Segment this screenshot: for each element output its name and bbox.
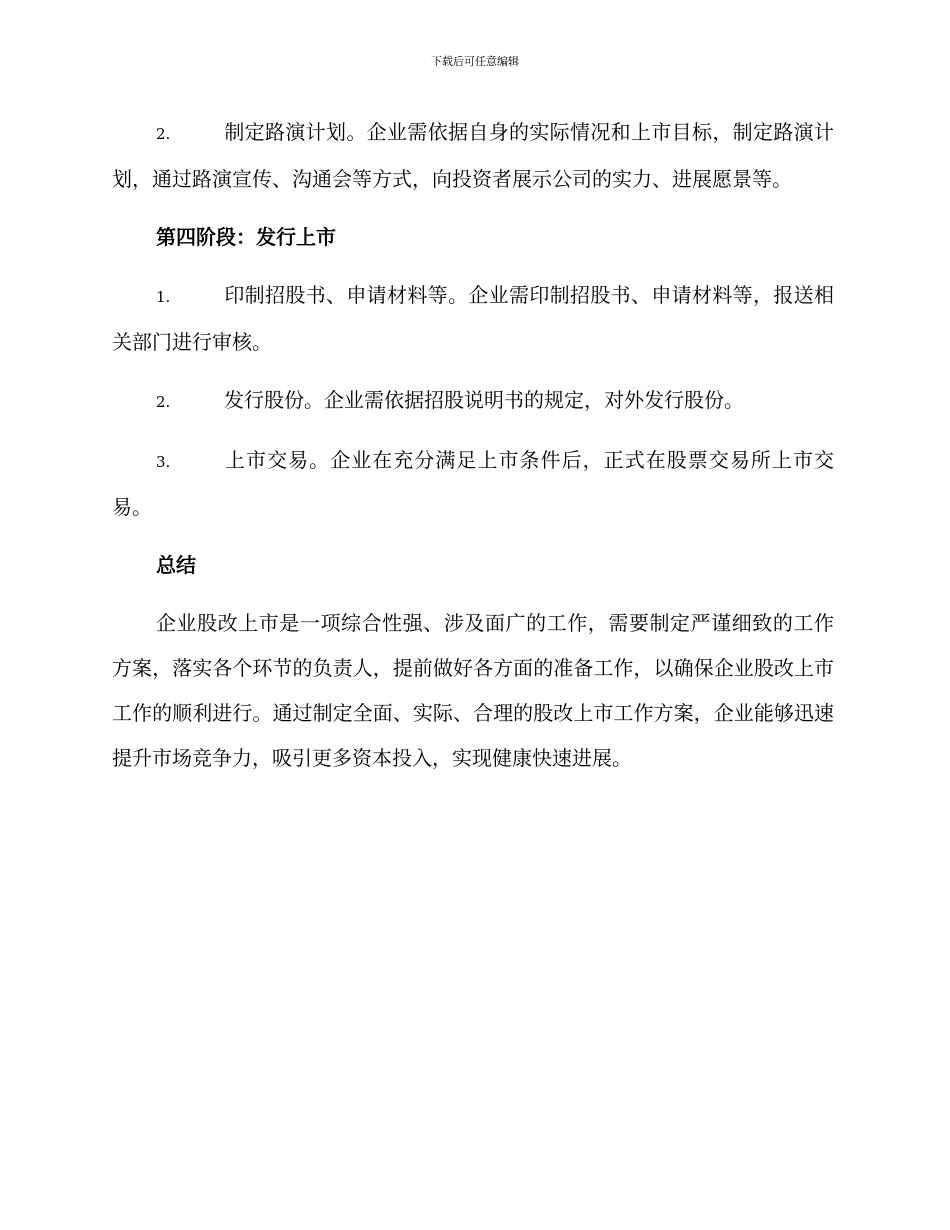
document-body [112,110,834,794]
section-heading-summary: 总结 [156,553,196,577]
list-item-text: 制定路演计划。企业需依据自身的实际情况和上市目标，制定路演计划，通过路演宣传、沟通会等方式，向投资者展示公司的实力、进展愿景等。 [112,120,834,191]
list-item-text: 发行股份。企业需依据招股说明书的规定，对外发行股份。 [224,388,744,412]
list-item-number: 3. [156,453,171,471]
list-item-text: 印制招股书、申请材料等。企业需印制招股书、申请材料等，报送相关部门进行审核。 [112,283,834,354]
list-item-number: 2. [156,393,171,411]
page-header-note: 下载后可任意编辑 [431,55,519,68]
list-item [112,378,834,425]
list-item [112,110,834,202]
section-heading-stage4: 第四阶段：发行上市 [156,225,336,249]
list-item [112,438,834,530]
list-item-text: 上市交易。企业在充分满足上市条件后，正式在股票交易所上市交易。 [112,448,834,519]
list-item-number: 1. [156,288,171,306]
list-item [112,273,834,365]
list-item-number: 2. [156,125,171,143]
summary-paragraph: 企业股改上市是一项综合性强、涉及面广的工作，需要制定严谨细致的工作方案，落实各个环节的负责人，提前做好各方面的准备工作，以确保企业股改上市工作的顺利进行。通过制定全面、实际、合理的股改上市工作方案，企业能够迅速提升市场竞争力，吸引更多资本投入，实现健康快速进展。 [112,611,834,770]
